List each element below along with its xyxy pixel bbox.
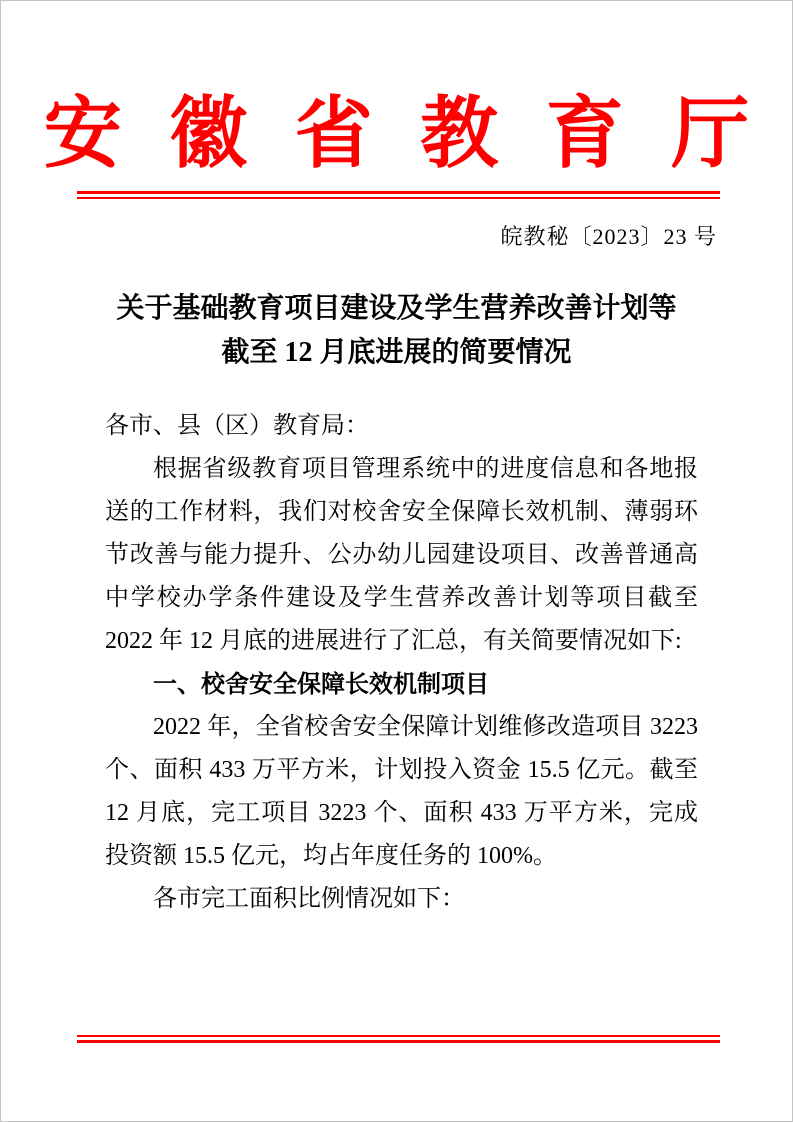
rule-thin-bar (77, 1035, 720, 1037)
document-title-line-1: 关于基础教育项目建设及学生营养改善计划等 (116, 293, 677, 324)
letterhead-double-rule-top (77, 191, 720, 199)
closing-line: 各市完工面积比例情况如下： (153, 886, 465, 912)
section-1-paragraph: 2022 年，全省校舍安全保障计划维修改造项目 3223 个、面积 433 万平方米，计划投入资金 15.5 亿元。截至 12 月底，完工项目 3223 个、面积 433 万平方米，完成投资额 15.5 亿元，均占年度任务的 100%。 (105, 714, 698, 869)
intro-paragraph: 根据省级教育项目管理系统中的进度信息和各地报送的工作材料，我们对校舍安全保障长效机制、薄弱环节改善与能力提升、公办幼儿园建设项目、改善普通高中学校办学条件建设及学生营养改善计划等项目截至 2022 年 12 月底的进展进行了汇总，有关简要情况如下: (105, 456, 698, 654)
section-1-heading: 一、校舍安全保障长效机制项目 (153, 671, 489, 698)
document-number: 皖教秘〔2023〕23 号 (500, 224, 717, 249)
letterhead-agency-name: 安 徽 省 教 育 厅 (43, 90, 764, 177)
document-title (1, 287, 792, 375)
document-title-line-2: 截至 12 月底进展的简要情况 (221, 337, 572, 368)
rule-thin-bar (77, 197, 720, 199)
footer-double-rule-bottom (77, 1035, 720, 1043)
rule-thick-bar (77, 191, 720, 194)
rule-thick-bar (77, 1040, 720, 1043)
salutation: 各市、县（区）教育局： (105, 413, 369, 439)
document-body (105, 405, 698, 921)
